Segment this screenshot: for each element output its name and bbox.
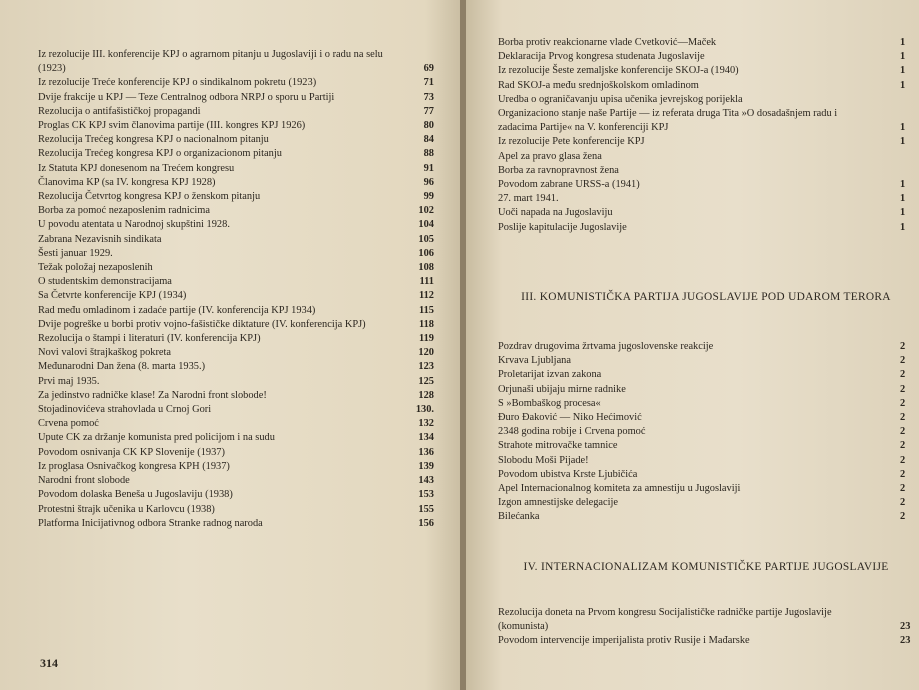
toc-entry-title: Rezolucija Četvrtog kongresa KPJ o ženskom pitanju [38,191,261,203]
toc-entry-title: Apel za pravo glasa žena [498,150,602,162]
toc-entry-title: Rad među omladinom i zadaće partije (IV. konferencija KPJ 1934) [38,304,316,316]
toc-entry [38,318,434,332]
toc-entry-title: Uredba o ograničavanju upisa učenika jevrejskog porijekla [498,93,743,105]
toc-entry-title: Sa Četvrte konferencije KPJ (1934) [38,290,187,302]
toc-entry-title: Za jedinstvo radničke klase! Za Narodni front slobode! [38,389,267,401]
toc-entry-title: Iz rezolucije Šeste zemaljske konferencije SKOJ-a (1940) [498,65,739,77]
toc-entry [498,397,908,411]
toc-entry-page: 104 [418,219,434,231]
toc-entry-title: Bilećanka [498,511,540,523]
toc-entry-page: 112 [418,290,434,302]
toc-entry [498,135,908,149]
toc-entry-title: S »Bombaškog procesa« [498,397,601,409]
toc-entry [498,50,908,64]
toc-entry-title: Upute CK za držanje komunista pred policijom i na sudu [38,432,275,444]
right-toc-list-iv [498,606,911,649]
toc-entry-title: U povodu atentata u Narodnoj skupštini 1928. [38,219,230,231]
toc-entry-page: 111 [419,276,434,288]
toc-entry-page: 1 [900,193,906,205]
toc-entry-page: 84 [423,134,434,146]
toc-entry-title: Iz rezolucije III. konferencije KPJ o agrarnom pitanju u Jugoslaviji i o radu na selu (1923) [38,49,383,75]
toc-entry-page: 1 [900,65,906,77]
toc-entry-title: Iz rezolucije Pete konferencije KPJ [498,136,645,148]
toc-entry-title: Izgon amnestijske delegacije [498,497,619,509]
toc-entry-page: 1 [900,136,906,148]
toc-entry [38,176,434,190]
page-number: 314 [40,656,58,670]
toc-entry [38,247,434,261]
toc-entry [498,340,908,354]
toc-entry [498,468,908,482]
toc-entry [498,606,911,634]
toc-entry-title: Proletarijat izvan zakona [498,369,602,381]
toc-entry-page: 2 [900,468,906,480]
toc-entry-title: Članovima KP (sa IV. kongresa KPJ 1928) [38,176,216,188]
toc-entry [38,431,434,445]
toc-entry [38,275,434,289]
toc-entry-title: Krvava Ljubljana [498,355,571,367]
toc-entry [38,218,434,232]
toc-entry [38,233,434,247]
toc-entry-title: Stojadinovićeva strahovlada u Crnoj Gori [38,404,212,416]
toc-entry-title: Poslije kapitulacije Jugoslavije [498,221,627,233]
toc-entry [498,36,908,50]
toc-entry-title: Dvije frakcije u KPJ — Teze Centralnog odbora NRPJ o sporu u Partiji [38,91,335,103]
toc-entry-page: 73 [423,91,434,103]
toc-entry [498,64,908,78]
toc-entry-page: 128 [418,389,434,401]
toc-entry [498,368,908,382]
toc-entry-page: 2 [900,511,906,523]
toc-entry-title: Proglas CK KPJ svim članovima partije (III. kongres KPJ 1926) [38,120,306,132]
right-toc-list-iii [498,340,908,525]
toc-entry [498,150,908,164]
toc-entry-page: 69 [423,63,434,75]
toc-entry-page: 115 [418,304,434,316]
toc-entry-title: Organizaciono stanje naše Partije — iz referata druga Tita »O dosadašnjem radu i zadacima Partije« na V. konferenciji KPJ [498,108,838,134]
toc-entry-page: 118 [418,318,434,330]
toc-entry [498,454,908,468]
toc-entry-page: 23 [900,621,911,633]
toc-entry [38,48,434,76]
toc-entry-page: 1 [900,207,906,219]
toc-entry-title: Povodom ubistva Krste Ljubičića [498,468,638,480]
toc-entry [498,425,908,439]
toc-entry-page: 108 [418,262,434,274]
toc-entry-page: 106 [418,247,434,259]
toc-entry [38,91,434,105]
toc-entry-title: Iz rezolucije Treće konferencije KPJ o sindikalnom pokretu (1923) [38,77,317,89]
toc-entry-page: 96 [423,176,434,188]
toc-entry-title: Iz proglasa Osnivačkog kongresa KPH (1937) [38,460,230,472]
toc-entry-page: 119 [418,333,434,345]
toc-entry-title: Povodom intervencije imperijalista protiv Rusije i Mađarske [498,635,750,647]
toc-entry-page: 2 [900,440,906,452]
toc-entry [38,147,434,161]
toc-entry [38,503,434,517]
toc-entry [38,417,434,431]
toc-entry-page: 139 [418,460,434,472]
toc-entry-title: O studentskim demonstracijama [38,276,172,288]
toc-entry [38,133,434,147]
toc-entry [38,332,434,346]
toc-entry [38,460,434,474]
toc-entry-page: 2 [900,412,906,424]
toc-entry-title: Crvena pomoć [38,418,99,430]
toc-entry [498,178,908,192]
toc-entry [38,190,434,204]
toc-entry-title: Rezolucija Trećeg kongresa KPJ o nacionalnom pitanju [38,134,269,146]
toc-entry-title: Povodom osnivanja CK KP Slovenije (1937) [38,446,225,458]
toc-entry-title: Borba za pomoć nezaposlenim radnicima [38,205,210,217]
toc-entry-title: Đuro Đaković — Niko Hećimović [498,412,642,424]
toc-entry-page: 120 [418,347,434,359]
toc-entry [498,496,908,510]
toc-entry [498,221,908,235]
toc-entry-title: Rad SKOJ-a među srednjoškolskom omladinom [498,79,699,91]
toc-entry-page: 153 [418,489,434,501]
toc-entry-page: 2 [900,497,906,509]
toc-entry-title: Rezolucija o antifašističkoj propagandi [38,105,201,117]
toc-entry [498,383,908,397]
toc-entry-page: 155 [418,503,434,515]
toc-entry [38,304,434,318]
toc-entry-title: Međunarodni Dan žena (8. marta 1935.) [38,361,206,373]
toc-entry-page: 130. [415,404,434,416]
toc-entry-title: Povodom zabrane URSS-a (1941) [498,179,640,191]
toc-entry [498,482,908,496]
toc-entry [38,488,434,502]
right-page [466,0,919,690]
toc-entry-title: Protestni štrajk učenika u Karlovcu (1938) [38,503,215,515]
toc-entry [38,389,434,403]
toc-entry-page: 156 [418,517,434,529]
toc-entry [498,192,908,206]
toc-entry-page: 102 [418,205,434,217]
toc-entry-title: Težak položaj nezaposlenih [38,262,153,274]
left-toc-list [38,48,434,531]
toc-entry [498,93,908,107]
toc-entry-title: Uoči napada na Jugoslaviju [498,207,613,219]
toc-entry [498,107,908,135]
toc-entry [38,76,434,90]
toc-entry-page: 2 [900,454,906,466]
toc-entry-page: 77 [423,105,434,117]
section-heading-iii: III. KOMUNISTIČKA PARTIJA JUGOSLAVIJE POD UDAROM TERORA [521,291,891,303]
toc-entry-title: Slobodu Moši Pijade! [498,454,589,466]
toc-entry [38,289,434,303]
toc-entry-page: 71 [423,77,434,89]
toc-entry-title: Orjunaši ubijaju mirne radnike [498,383,626,395]
toc-entry-page: 1 [900,122,906,134]
toc-entry-title: Rezolucija o štampi i literaturi (IV. konferencija KPJ) [38,333,261,345]
toc-entry-title: 27. mart 1941. [498,193,559,205]
toc-entry [498,354,908,368]
toc-entry-page: 23 [900,635,911,647]
toc-entry [38,403,434,417]
toc-entry-title: 2348 godina robije i Crvena pomoć [498,426,646,438]
toc-entry-page: 105 [418,233,434,245]
toc-entry-page: 99 [423,191,434,203]
toc-entry [498,634,911,648]
toc-entry-page: 125 [418,375,434,387]
toc-entry-page: 134 [418,432,434,444]
toc-entry [498,510,908,524]
toc-entry [38,204,434,218]
toc-entry-page: 2 [900,369,906,381]
toc-entry [38,346,434,360]
toc-entry [38,162,434,176]
toc-entry-page: 2 [900,397,906,409]
toc-entry [38,119,434,133]
toc-entry-title: Šesti januar 1929. [38,247,113,259]
toc-entry-title: Iz Statuta KPJ donesenom na Trećem kongresu [38,162,235,174]
toc-entry-title: Novi valovi štrajkaškog pokreta [38,347,172,359]
toc-entry [498,164,908,178]
toc-entry [38,105,434,119]
toc-entry-title: Dvije pogreške u borbi protiv vojno-fašističke diktature (IV. konferencija KPJ) [38,318,366,330]
toc-entry-title: Strahote mitrovačke tamnice [498,440,618,452]
section-heading-iv: IV. INTERNACIONALIZAM KOMUNISTIČKE PARTIJE JUGOSLAVIJE [523,561,889,573]
toc-entry-page: 1 [900,221,906,233]
toc-entry-title: Rezolucija Trećeg kongresa KPJ o organizacionom pitanju [38,148,282,160]
toc-entry-page: 2 [900,483,906,495]
toc-entry-title: Narodni front slobode [38,475,130,487]
toc-entry-page: 91 [423,162,434,174]
toc-entry [38,360,434,374]
toc-entry-title: Prvi maj 1935. [38,375,100,387]
toc-entry-page: 88 [423,148,434,160]
toc-entry-title: Povodom dolaska Beneša u Jugoslaviju (1938) [38,489,233,501]
toc-entry-page: 2 [900,341,906,352]
toc-entry-title: Platforma Inicijativnog odbora Stranke radnog naroda [38,517,263,529]
toc-entry-title: Borba za ravnopravnost žena [498,164,619,176]
toc-entry-title: Rezolucija doneta na Prvom kongresu Socijalističke radničke partije Jugoslavije (komunista) [498,607,832,633]
toc-entry [38,517,434,531]
toc-entry-page: 2 [900,355,906,367]
toc-entry-page: 136 [418,446,434,458]
toc-entry-page: 2 [900,426,906,438]
toc-entry-page: 2 [900,383,906,395]
toc-entry [498,206,908,220]
toc-entry [498,439,908,453]
toc-entry-title: Apel Internacionalnog komiteta za amnestiju u Jugoslaviji [498,483,741,495]
toc-entry [498,411,908,425]
right-toc-list-top [498,36,908,235]
toc-entry-title: Zabrana Nezavisnih sindikata [38,233,162,245]
toc-entry [38,375,434,389]
toc-entry-page: 1 [900,51,906,63]
toc-entry [38,446,434,460]
toc-entry-page: 132 [418,418,434,430]
toc-entry [498,79,908,93]
toc-entry-page: 80 [423,120,434,132]
toc-entry-page: 1 [900,179,906,191]
toc-entry [38,261,434,275]
toc-entry-title: Deklaracija Prvog kongresa studenata Jugoslavije [498,51,705,63]
toc-entry-title: Pozdrav drugovima žrtvama jugoslovenske reakcije [498,341,714,352]
toc-entry [38,474,434,488]
toc-entry-page: 1 [900,79,906,91]
toc-entry-page: 1 [900,37,906,48]
toc-entry-title: Borba protiv reakcionarne vlade Cvetković—Maček [498,37,717,48]
toc-entry-page: 123 [418,361,434,373]
toc-entry-page: 143 [418,475,434,487]
